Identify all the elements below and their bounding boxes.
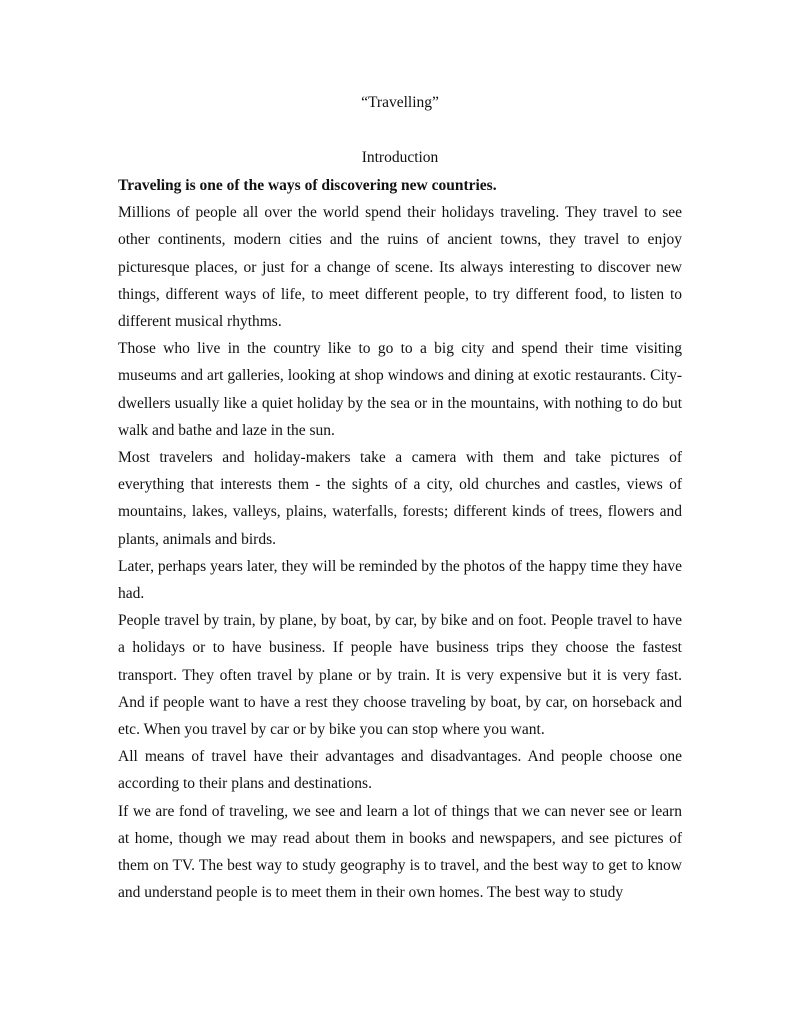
paragraph-7: If we are fond of traveling, we see and learn a lot of things that we can never see or learn at home, though we may read about them in books and newspapers, and see pictures of them on TV. The best way to study geography is to travel, and the best way to get to know and understand people is to meet them in their own homes. The best way to study [118,802,682,902]
paragraph-2: Those who live in the country like to go to a big city and spend their time visiting museums and art galleries, looking at shop windows and dining at exotic restaurants. City-dwellers usually like a quiet holiday by the sea or in the mountains, with nothing to do but walk and bathe and laze in the sun. [118,340,682,439]
paragraph-1: Millions of people all over the world spend their holidays traveling. They travel to see other continents, modern cities and the ruins of ancient towns, they travel to enjoy picturesque places, or just for a change of scene. Its always interesting to discover new things, different ways of life, to meet different people, to try different food, to listen to different musical rhythms. [118,204,682,331]
paragraph-5: People travel by train, by plane, by boat, by car, by bike and on foot. People travel to have a holidays or to have business. If people have business trips they choose the fastest transport. They often travel by plane or by train. It is very expensive but it is very fast. And if people want to have a rest they choose traveling by boat, by car, on horseback and etc. When you travel by car or by bike you can stop where you want. [118,612,682,739]
document-title: “Travelling” [361,94,439,111]
paragraph-3: Most travelers and holiday-makers take a camera with them and take pictures of everything that interests them - the sights of a city, old churches and castles, views of mountains, lakes, valleys, plains, waterfalls, forests; different kinds of trees, flowers and plants, animals and birds. [118,449,682,548]
lead-sentence: Traveling is one of the ways of discovering new countries. [118,177,497,194]
paragraph-6: All means of travel have their advantages and disadvantages. And people choose one according to their plans and destinations. [118,748,682,793]
section-heading: Introduction [361,149,439,166]
paragraph-4: Later, perhaps years later, they will be reminded by the photos of the happy time they have had. [118,557,682,603]
document-body [118,172,682,906]
